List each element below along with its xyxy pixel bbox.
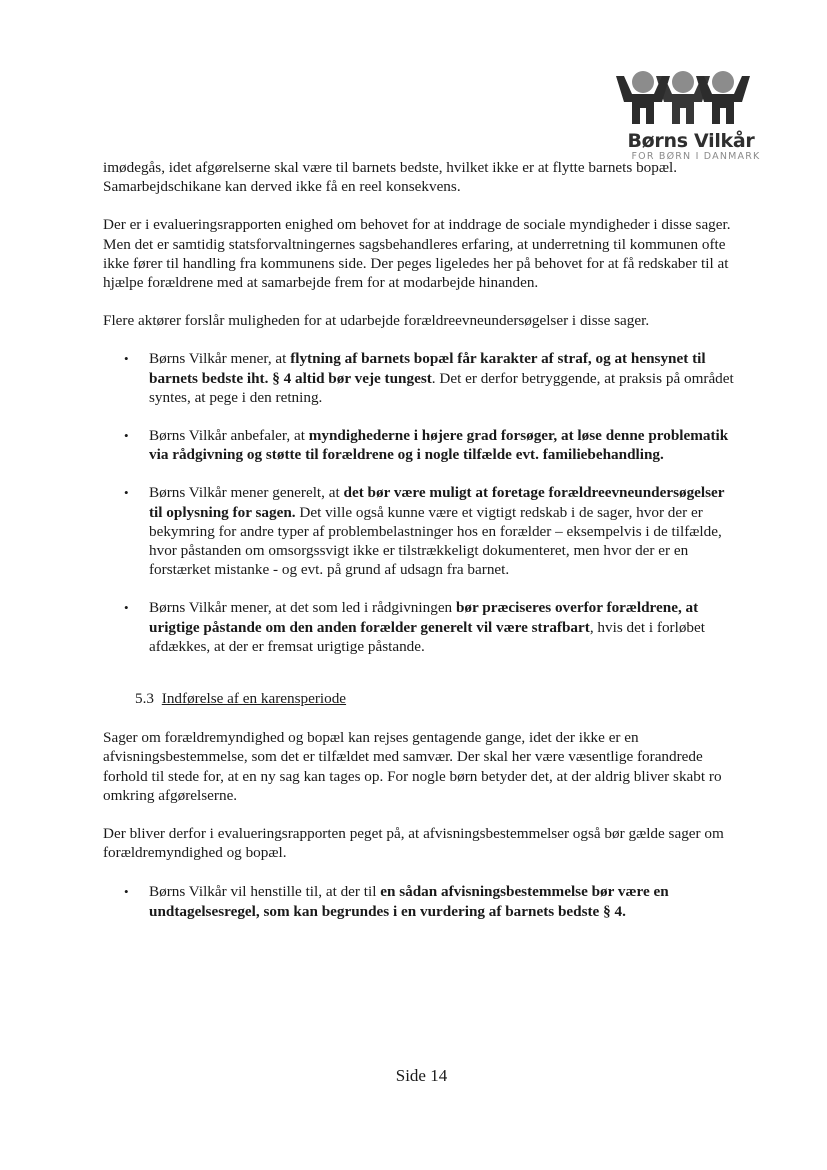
section-heading bbox=[135, 689, 739, 708]
list-item-emphasis: flytning af barnets bopæl får karakter af straf, og at hensynet til barnets bedste iht. § 4 altid bør veje tungest bbox=[149, 350, 706, 387]
document-body bbox=[103, 158, 739, 940]
bullet-icon: • bbox=[124, 351, 129, 367]
logo-figures-icon bbox=[608, 68, 758, 130]
list-item bbox=[103, 598, 739, 656]
bullet-icon: • bbox=[124, 600, 129, 616]
paragraph-2: Der er i evalueringsrapporten enighed om behovet for at inddrage de sociale myndigheder i disse sager. Men det er samtidig statsforvaltningernes sagsbehandleres erfaring, at underretning til kommunen ofte ikke fører til handling fra kommunens side. Der peges ligeledes her på behovet for at få redskaber til at hjælpe forældrene med at samarbejde frem for at modarbejde hinanden. bbox=[103, 216, 731, 292]
list-item-emphasis: en sådan afvisningsbestemmelse bør være en undtagelsesregel, som kan begrundes i en vurdering af barnets bedste § 4. bbox=[149, 883, 669, 920]
list-item bbox=[103, 882, 739, 920]
list-item-text: Børns Vilkår mener generelt, at bbox=[149, 484, 344, 502]
paragraph-3: Flere aktører forslår muligheden for at udarbejde forældreevneundersøgelser i disse sager. bbox=[103, 312, 650, 330]
list-item-text: , hvis det i forløbet afdækkes, at der er fremsat urigtige påstande. bbox=[149, 618, 705, 655]
logo-tagline: FOR BØRN I DANMARK bbox=[631, 151, 761, 162]
logo bbox=[600, 68, 760, 168]
list-item-text: Børns Vilkår mener, at det som led i rådgivningen bbox=[149, 599, 456, 617]
list-item-text: Børns Vilkår anbefaler, at bbox=[149, 427, 309, 445]
list-item-text: Børns Vilkår mener, at bbox=[149, 350, 291, 368]
list-item-text: . Det er derfor betryggende, at praksis på området syntes, at pege i den retning. bbox=[149, 369, 734, 406]
paragraph-5: Sager om forældremyndighed og bopæl kan rejses gentagende gange, idet der ikke er en afvisningsbestemmelse, som det er tilfældet med samvær. Der skal her være væsentlige forandrede forhold til stede for, at en ny sag kan tages op. For nogle børn betyder det, at der aldrig bliver skabt ro omkring afgørelserne. bbox=[103, 729, 722, 804]
list-item bbox=[103, 483, 739, 579]
list-item-text: Børns Vilkår vil henstille til, at der til bbox=[149, 883, 381, 901]
bullet-icon: • bbox=[124, 485, 129, 501]
section-number: 5.3 bbox=[135, 690, 154, 708]
logo-brand-name: Børns Vilkår bbox=[627, 130, 755, 152]
list-item-text: Det ville også kunne være et vigtigt redskab i de sager, hvor der er bekymring for andre typer af problembelastninger hos en forælder – eksempelvis i de tilfælde, hvor påstanden om omsorgssvigt ikke er tilstrækkeligt dokumenteret, men hvor der er en forstærket mistanke - og evt. på grund af udsagn fra barnet. bbox=[149, 503, 722, 579]
list-item-emphasis: myndighederne i højere grad forsøger, at løse denne problematik via rådgivning og støtte til forældrene og i nogle tilfælde evt. familiebehandling. bbox=[149, 427, 729, 464]
list-item-emphasis: bør præciseres overfor forældrene, at urigtige påstande om den anden forælder generelt vil være strafbart bbox=[149, 599, 699, 636]
page-number: Side 14 bbox=[395, 1066, 448, 1085]
section-title: Indførelse af en karensperiode bbox=[161, 690, 347, 708]
list-item bbox=[103, 349, 739, 407]
recommendation-list bbox=[103, 349, 739, 656]
paragraph-1: imødegås, idet afgørelserne skal være til barnets bedste, hvilket ikke er at flytte barnets bopæl. Samarbejdschikane kan derved ikke få en reel konsekvens. bbox=[103, 159, 678, 196]
paragraph-6: Der bliver derfor i evalueringsrapporten peget på, at afvisningsbestemmelser også bør gælde sager om forældremyndighed og bopæl. bbox=[103, 825, 724, 862]
bullet-icon: • bbox=[124, 428, 129, 444]
list-item bbox=[103, 426, 739, 464]
recommendation-list-2 bbox=[103, 882, 739, 920]
bullet-icon: • bbox=[124, 884, 129, 900]
list-item-emphasis: det bør være muligt at foretage forældreevneundersøgelser til oplysning for sagen. bbox=[149, 484, 725, 521]
